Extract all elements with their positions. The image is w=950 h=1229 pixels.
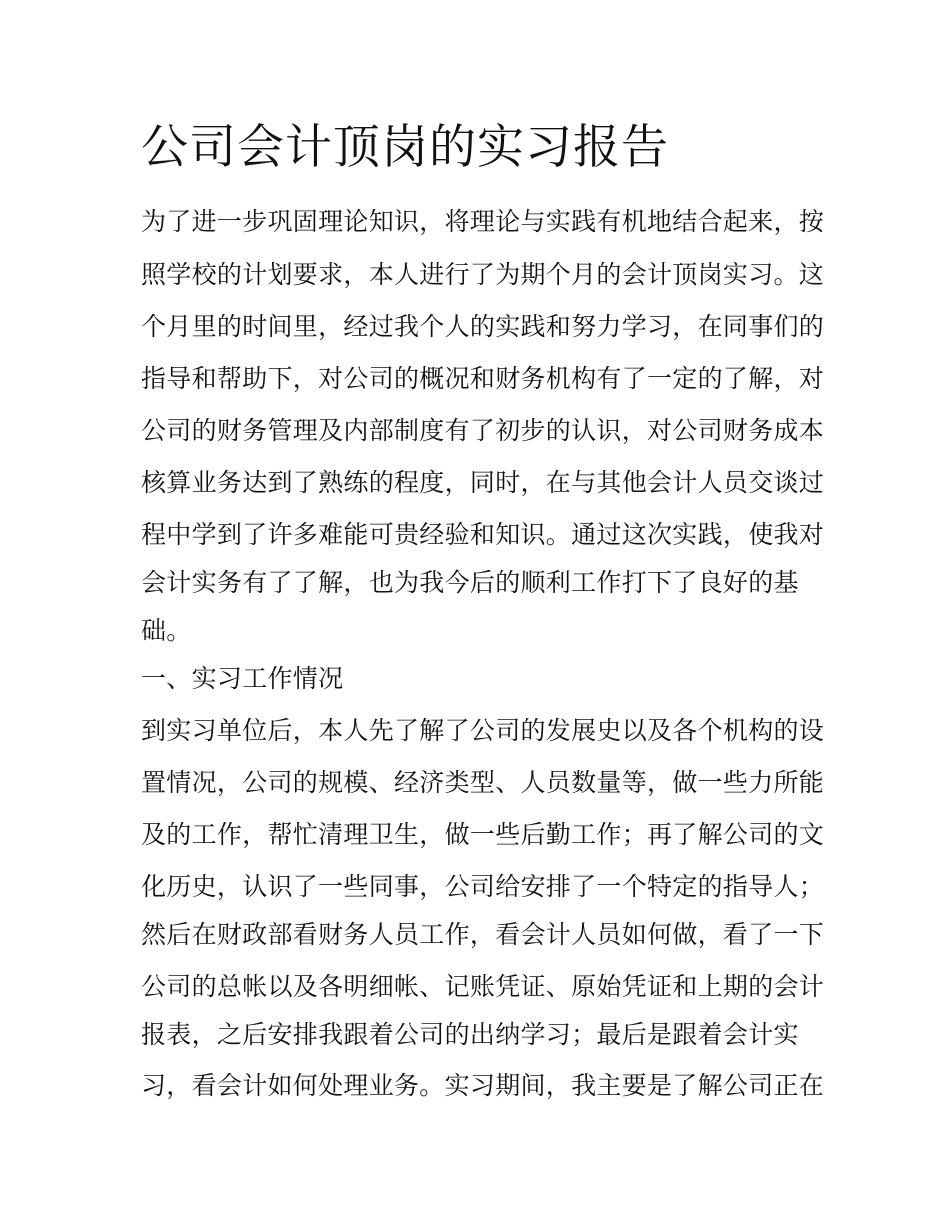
paragraph-line: 及的工作，帮忙清理卫生，做一些后勤工作；再了解公司的文 bbox=[141, 820, 825, 849]
paragraph-line: 为了进一步巩固理论知识，将理论与实践有机地结合起来，按 bbox=[141, 207, 825, 236]
paragraph-line: 会计实务有了了解，也为我今后的顺利工作打下了良好的基 bbox=[141, 568, 799, 597]
paragraph-line: 化历史，认识了一些同事，公司给安排了一个特定的指导人； bbox=[141, 872, 825, 901]
section-heading: 一、实习工作情况 bbox=[141, 664, 344, 693]
paragraph-line: 置情况，公司的规模、经济类型、人员数量等，做一些力所能 bbox=[141, 768, 825, 797]
paragraph-line: 程中学到了许多难能可贵经验和知识。通过这次实践，使我对 bbox=[141, 520, 825, 549]
paragraph-line: 习，看会计如何处理业务。实习期间，我主要是了解公司正在 bbox=[141, 1071, 825, 1100]
paragraph-line: 础。 bbox=[141, 616, 192, 645]
paragraph-line: 核算业务达到了熟练的程度，同时，在与其他会计人员交谈过 bbox=[141, 468, 825, 497]
paragraph-line: 指导和帮助下，对公司的概况和财务机构有了一定的了解，对 bbox=[141, 364, 825, 393]
paragraph-line: 个月里的时间里，经过我个人的实践和努力学习，在同事们的 bbox=[141, 312, 825, 341]
paragraph-line: 到实习单位后，本人先了解了公司的发展史以及各个机构的设 bbox=[141, 716, 825, 745]
paragraph-line: 照学校的计划要求，本人进行了为期个月的会计顶岗实习。这 bbox=[141, 260, 825, 289]
paragraph-line: 报表，之后安排我跟着公司的出纳学习；最后是跟着会计实 bbox=[141, 1020, 799, 1049]
paragraph-line: 公司的总帐以及各明细帐、记账凭证、原始凭证和上期的会计 bbox=[141, 972, 825, 1001]
paragraph-line: 公司的财务管理及内部制度有了初步的认识，对公司财务成本 bbox=[141, 416, 825, 445]
paragraph-line: 然后在财政部看财务人员工作，看会计人员如何做，看了一下 bbox=[141, 920, 825, 949]
document-title: 公司会计顶岗的实习报告 bbox=[141, 120, 669, 175]
